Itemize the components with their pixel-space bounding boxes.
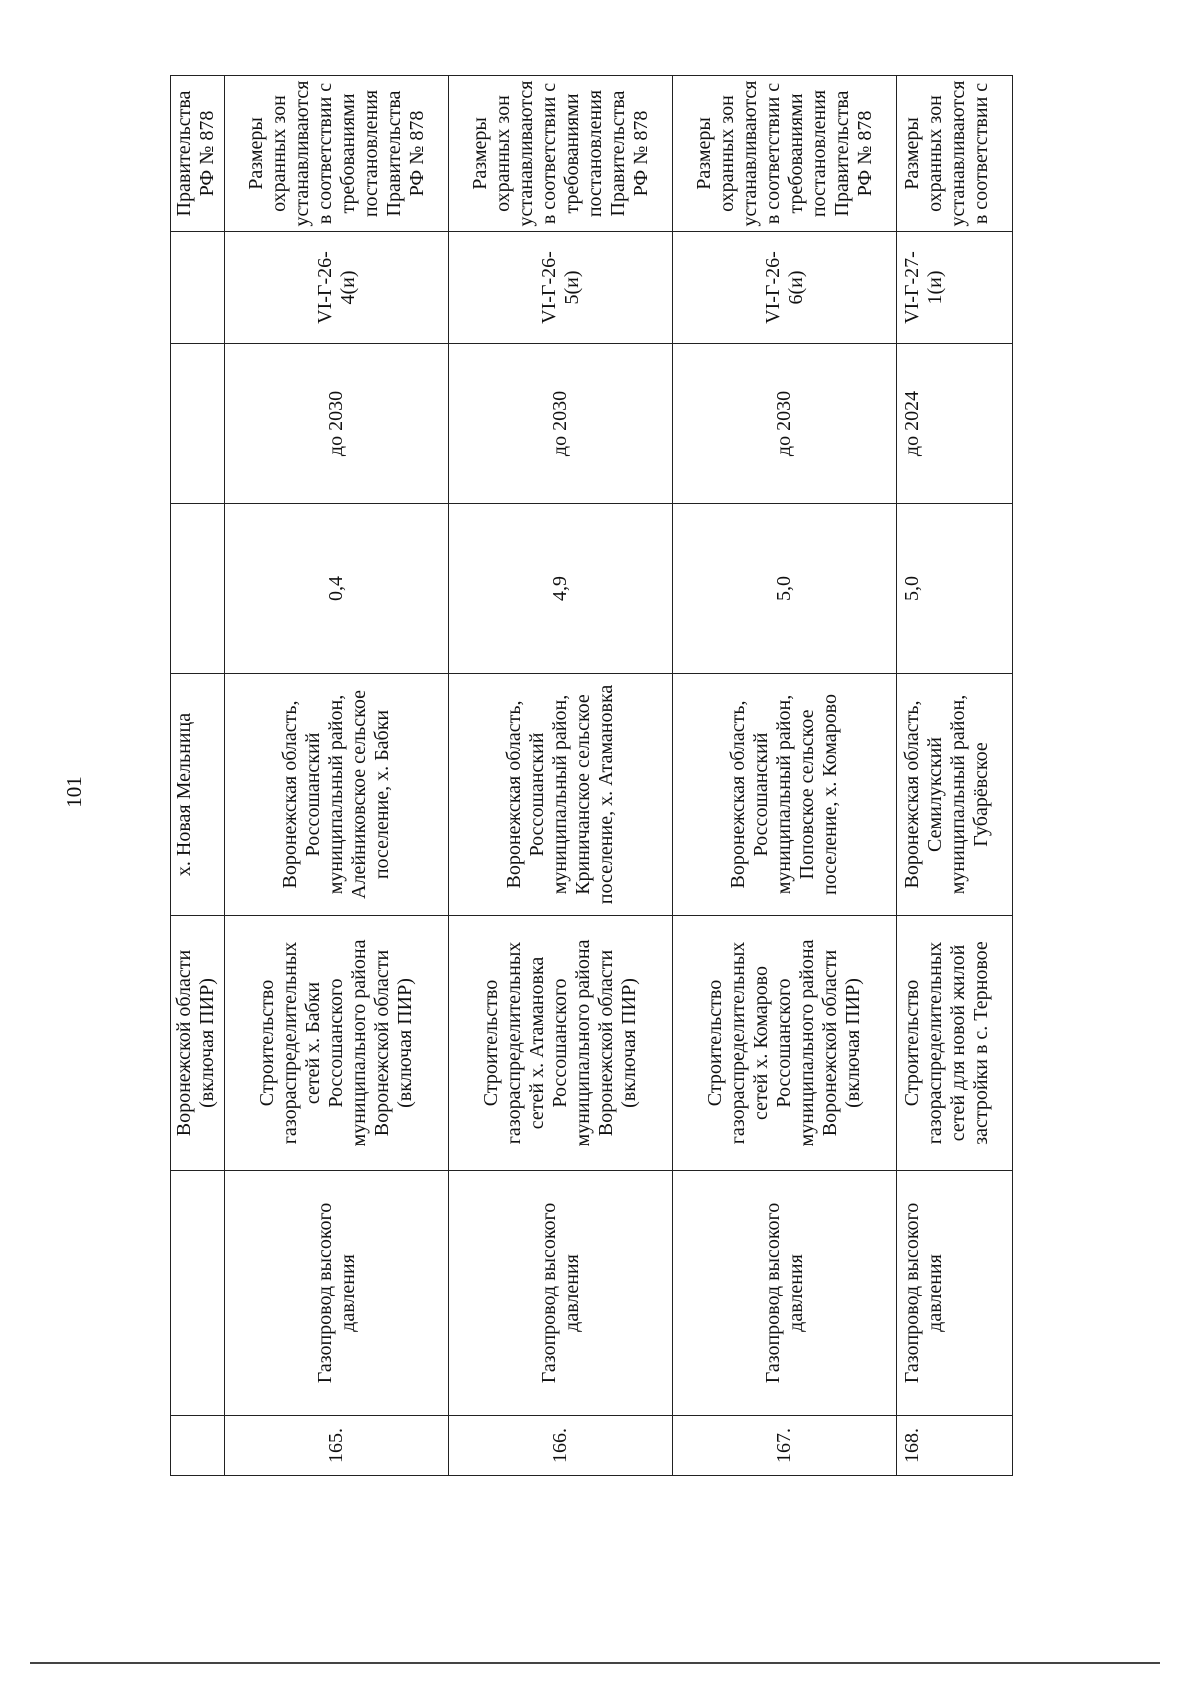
cell-purpose: Воронежской области (включая ПИР) bbox=[171, 916, 225, 1171]
cell-purpose: Строительство газораспределительных сетей х. Бабки Россошанского муниципального района Воронежской области (включая ПИР) bbox=[225, 916, 449, 1171]
cell-length: 5,0 bbox=[897, 504, 1013, 674]
gas-pipeline-table bbox=[170, 75, 1013, 1476]
cell-name: Газопровод высокого давления bbox=[225, 1171, 449, 1416]
cell-number bbox=[171, 1416, 225, 1476]
cell-code: VI-Г-26-4(и) bbox=[225, 232, 449, 344]
table-row bbox=[225, 76, 449, 1476]
cell-deadline: до 2024 bbox=[897, 344, 1013, 504]
cell-location: х. Новая Мельница bbox=[171, 674, 225, 916]
cell-name: Газопровод высокого давления bbox=[449, 1171, 673, 1416]
cell-location: Воронежская область, Россошанский муниципальный район, Криничанское сельское поселение, х. Атамановка bbox=[449, 674, 673, 916]
cell-code: VI-Г-27-1(и) bbox=[897, 232, 1013, 344]
table-row-continuation bbox=[171, 76, 225, 1476]
cell-code: VI-Г-26-6(и) bbox=[673, 232, 897, 344]
cell-number: 168. bbox=[897, 1416, 1013, 1476]
cell-location: Воронежская область, Семилукский муниципальный район, Губарёвское bbox=[897, 674, 1013, 916]
cell-name: Газопровод высокого давления bbox=[673, 1171, 897, 1416]
cell-purpose: Строительство газораспределительных сетей для новой жилой застройки в с. Терновое bbox=[897, 916, 1013, 1171]
table-row bbox=[673, 76, 897, 1476]
table-row bbox=[897, 76, 1013, 1476]
bottom-divider bbox=[30, 1662, 1160, 1664]
cell-location: Воронежская область, Россошанский муниципальный район, Алейниковское сельское поселение, х. Бабки bbox=[225, 674, 449, 916]
cell-number: 165. bbox=[225, 1416, 449, 1476]
cell-zones: Размеры охранных зон устанавливаются в соответствии с bbox=[897, 76, 1013, 232]
rotated-page-content bbox=[0, 76, 992, 1476]
cell-number: 167. bbox=[673, 1416, 897, 1476]
cell-code: VI-Г-26-5(и) bbox=[449, 232, 673, 344]
cell-length bbox=[171, 504, 225, 674]
cell-purpose: Строительство газораспределительных сетей х. Атамановка Россошанского муниципального района Воронежской области (включая ПИР) bbox=[449, 916, 673, 1171]
cell-deadline: до 2030 bbox=[673, 344, 897, 504]
cell-length: 4,9 bbox=[449, 504, 673, 674]
cell-deadline bbox=[171, 344, 225, 504]
cell-deadline: до 2030 bbox=[225, 344, 449, 504]
cell-name bbox=[171, 1171, 225, 1416]
cell-zones: Правительства РФ № 878 bbox=[171, 76, 225, 232]
cell-number: 166. bbox=[449, 1416, 673, 1476]
cell-purpose: Строительство газораспределительных сетей х. Комарово Россошанского муниципального района Воронежской области (включая ПИР) bbox=[673, 916, 897, 1171]
cell-name: Газопровод высокого давления bbox=[897, 1171, 1013, 1416]
cell-zones: Размеры охранных зон устанавливаются в соответствии с требованиями постановления Правительства РФ № 878 bbox=[225, 76, 449, 232]
cell-code bbox=[171, 232, 225, 344]
cell-length: 5,0 bbox=[673, 504, 897, 674]
table-row bbox=[449, 76, 673, 1476]
cell-deadline: до 2030 bbox=[449, 344, 673, 504]
cell-location: Воронежская область, Россошанский муниципальный район, Поповское сельское поселение, х. Комарово bbox=[673, 674, 897, 916]
cell-length: 0,4 bbox=[225, 504, 449, 674]
cell-zones: Размеры охранных зон устанавливаются в соответствии с требованиями постановления Правительства РФ № 878 bbox=[449, 76, 673, 232]
page-number: 101 bbox=[62, 776, 86, 808]
cell-zones: Размеры охранных зон устанавливаются в соответствии с требованиями постановления Правительства РФ № 878 bbox=[673, 76, 897, 232]
